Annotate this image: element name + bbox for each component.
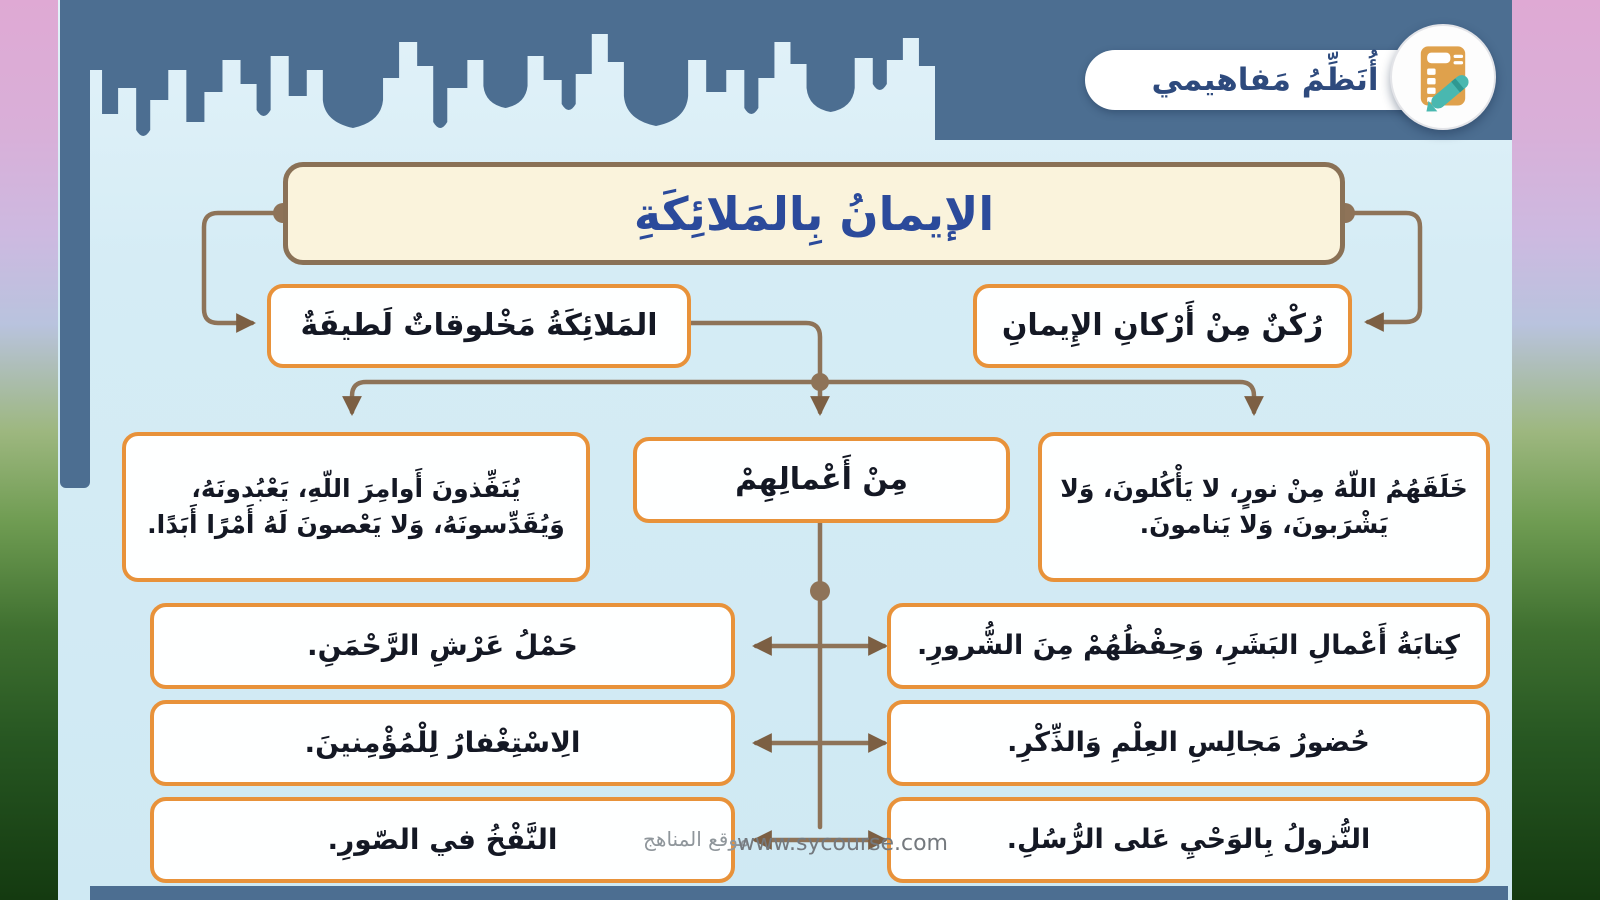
title-node (283, 162, 1345, 265)
deeds-header-text: مِنْ أَعْمالِهِمْ (735, 462, 908, 498)
deed-left-2-text: الِاسْتِغْفارُ لِلْمُؤْمِنينَ. (304, 725, 581, 759)
left-edge-tower (60, 0, 90, 488)
deed-right-3 (887, 797, 1490, 883)
obedience-text: يُنَفِّذونَ أَوامِرَ اللّهِ، يَعْبُدونَهُ، وَيُقَدِّسونَهُ، وَلا يَعْصونَ لَهُ أَمْرًا أَبَدًا. (147, 473, 565, 539)
deed-right-2 (887, 700, 1490, 786)
deed-left-2 (150, 700, 735, 786)
deed-right-1 (887, 603, 1490, 689)
deed-right-2-text: حُضورُ مَجالِسِ العِلْمِ وَالذِّكْرِ. (1007, 727, 1370, 759)
deed-left-1-text: حَمْلُ عَرْشِ الرَّحْمَنِ. (307, 628, 578, 662)
deed-left-1 (150, 603, 735, 689)
badge-icon-circle (1390, 24, 1496, 130)
definition-text: المَلائِكَةُ مَخْلوقاتٌ لَطيفَةٌ (300, 308, 658, 344)
definition-node (267, 284, 691, 368)
creation-node (1038, 432, 1490, 582)
deeds-header-node (633, 437, 1010, 523)
notes-pencil-icon (1406, 40, 1480, 114)
obedience-node (122, 432, 590, 582)
mosque-skyline-graphic (88, 0, 936, 150)
title-text: الإيمانُ بِالمَلائِكَةِ (633, 186, 995, 241)
footer-bar (90, 886, 1508, 900)
deed-right-3-text: النُّزولُ بِالوَحْيِ عَلى الرُّسُلِ. (1006, 824, 1371, 856)
deed-right-1-text: كِتابَةُ أَعْمالِ البَشَرِ، وَحِفْظُهُمْ مِنَ الشُّرورِ. (917, 630, 1460, 662)
badge-label: أُنَظِّمُ مَفاهيمي (1151, 62, 1379, 98)
watermark-url: www.sycourse.com (737, 831, 948, 856)
watermark-arabic: موقع المناهج (643, 827, 750, 851)
pillar-node (973, 284, 1352, 368)
creation-text: خَلَقَهُمُ اللّهُ مِنْ نورٍ، لا يَأْكُلونَ، وَلا يَشْرَبونَ، وَلا يَنامونَ. (1060, 473, 1468, 539)
deed-left-3-text: النَّفْخُ في الصّورِ. (327, 822, 558, 856)
pillar-text: رُكْنٌ مِنْ أَرْكانِ الإِيمانِ (1001, 308, 1324, 344)
